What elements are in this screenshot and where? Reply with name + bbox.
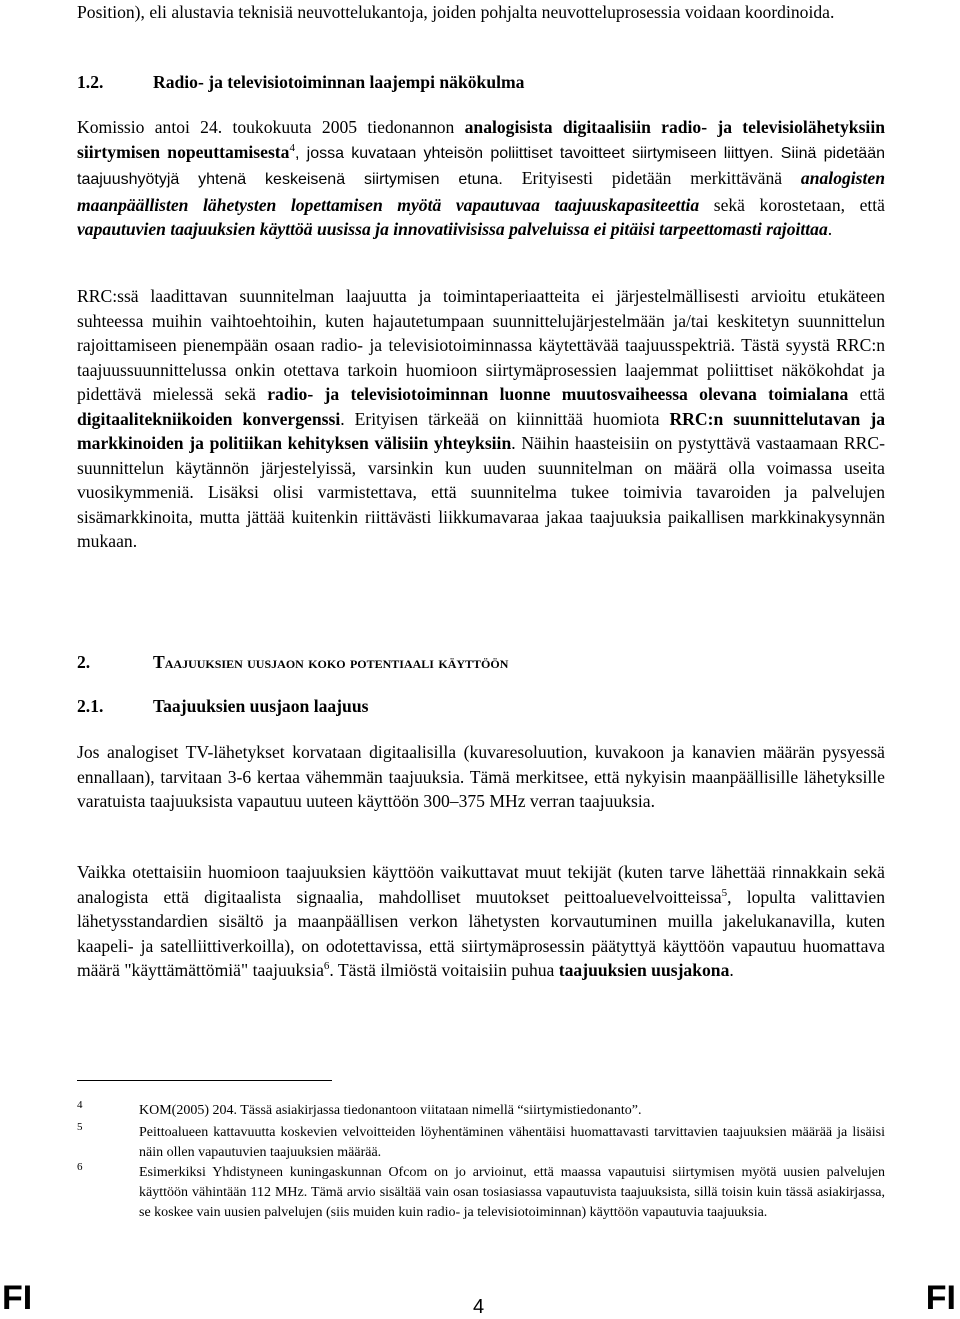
section-number: 2.1. bbox=[77, 696, 104, 716]
section-heading-2-1 bbox=[77, 694, 368, 718]
paragraph-analog-tv bbox=[77, 740, 885, 814]
bold-italic-run: analogisten maanpäällisten lähetysten lopettamisen myötä vapautuvaa taajuuskapasiteettia bbox=[77, 168, 885, 215]
text-run: . Erityisen tärkeää on kiinnittää huomiota bbox=[340, 408, 670, 429]
text-run: että bbox=[848, 384, 885, 404]
paragraph-digital-dividend bbox=[77, 860, 885, 983]
text-run: . Näihin haasteisiin on pystyttävä vastaamaan RRC-suunnittelun käytännön järjestelyissä, varsinkin kun uuden suunnitelman on määrä olla voimassa useita vuosikymmeniä. Lisäksi olisi varmistettava, että suunnitelma tukee toimivia tavaroiden ja palvelujen sisämarkkinoita, mutta jättää kuitenkin riittävästi liikkumavaraa jakaa taajuuksia paikallisen markkinakysynnän mukaan. bbox=[77, 433, 885, 551]
section-number: 2. bbox=[77, 652, 91, 672]
footnote-4 bbox=[77, 1101, 885, 1121]
section-title: Radio- ja televisiotoiminnan laajempi näkökulma bbox=[153, 72, 525, 92]
footer-language-right: FI bbox=[925, 1279, 956, 1317]
bold-run: radio- ja televisiotoiminnan luonne muutosvaiheessa olevana toimialana bbox=[267, 384, 849, 404]
footnote-text: Esimerkiksi Yhdistyneen kuningaskunnan Ofcom on jo arvioinut, että maassa vapautuisi siirtymisen myötä uusien palvelujen käyttöön vähintään 112 MHz. Tämä arvio sisältää vain osan tosiasiassa vapautuvista taajuuksista, sillä toisin kuin tässä asiakirjassa, se koskee vain uusien palvelujen (siis muiden kuin radio- ja televisiotoiminnan) käyttöön vapautuvia taajuuksia. bbox=[139, 1165, 885, 1220]
section-heading-1-2 bbox=[77, 70, 524, 94]
paragraph-commission bbox=[77, 115, 885, 242]
text-run: Jos analogiset TV-lähetykset korvataan digitaalisilla (kuvaresoluution, kuvakoon ja kanavien määrän pysyessä ennallaan), tarvitaan 3-6 kertaa vähemmän taajuuksia. Tämä merkitsee, että nykyisin maanpäällisille lähetyksille varatuista taajuuksista vapautuu uuteen käyttöön 300–375 MHz verran taajuuksia. bbox=[77, 742, 885, 811]
bold-run: taajuuksien uusjakona bbox=[558, 960, 730, 980]
text-run: Vaikka otettaisiin huomioon taajuuksien käyttöön vaikuttavat muut tekijät (kuten tarve lähettää rinnakkain sekä analogista että digitaalista signaalia, mahdolliset muutokset peittoaluevelvoitteissa bbox=[77, 862, 885, 907]
paragraph-rrc bbox=[77, 284, 885, 554]
footer-language-left: FI bbox=[2, 1279, 33, 1317]
footnote-ref-4[interactable]: 4 bbox=[289, 141, 295, 154]
bold-run: analogisista digitaalisiin radio- ja televisiolähetyksiin siirtymisen nopeuttamisesta bbox=[77, 117, 885, 162]
text-run: Siinä pidetään taajuushyötyjä yhtenä keskeisenä siirtymisen etuna. bbox=[77, 144, 886, 188]
bold-run: digitaalitekniikoiden konvergenssi bbox=[77, 408, 341, 429]
text-run: RRC:ssä laadittavan suunnitelman laajuutta ja toimintaperiaatteita ei järjestelmällisesti arvioitu etukäteen suhteessa muihin vaihtoehtoihin, kuten hajautetumpaan suunnittelujärjestelmään ja/tai keskitetyn suunnittelun rajoittamiseen pienempään osaan radio- ja televisiotoiminnassa käytettävää taajuusspektriä. Tästä syystä RRC:n taajuussuunnittelussa onkin otettava tarkoin huomioon siirtymäprosessien laajemmat poliittiset näkökohdat ja pidettävä mielessä sekä bbox=[77, 286, 885, 404]
footnote-text: KOM(2005) 204. Tässä asiakirjassa tiedonantoon viitataan nimellä “siirtymistiedonanto”. bbox=[139, 1103, 642, 1118]
section-number: 1.2. bbox=[77, 72, 104, 92]
intro-text: Position), eli alustavia teknisiä neuvottelukantoja, joiden pohjalta neuvotteluprosessia voidaan koordinoida. bbox=[77, 2, 835, 22]
text-run: Komissio antoi 24. toukokuuta 2005 tiedonannon bbox=[77, 117, 465, 137]
footnote-6 bbox=[77, 1163, 885, 1223]
text-run: . bbox=[827, 219, 833, 239]
footnote-5 bbox=[77, 1123, 885, 1163]
footnote-ref-5[interactable]: 5 bbox=[721, 886, 728, 899]
text-run: Erityisesti pidetään merkittävänä bbox=[502, 168, 801, 188]
text-run: sekä korostetaan, että bbox=[699, 194, 885, 215]
footnote-mark: 6 bbox=[77, 1161, 83, 1173]
section-title: Taajuuksien uusjaon laajuus bbox=[153, 696, 369, 716]
section-title: Taajuuksien uusjaon koko potentiaali käyttöön bbox=[153, 652, 509, 672]
section-heading-2 bbox=[77, 650, 508, 674]
text-run: , jossa kuvataan yhteisön poliittiset tavoitteet siirtymiseen liittyen. bbox=[294, 144, 781, 162]
footnote-separator bbox=[77, 1080, 332, 1081]
bold-run: RRC:n suunnittelutavan ja markkinoiden ja politiikan kehityksen välisiin yhteyksiin bbox=[77, 408, 886, 453]
bold-italic-run: vapautuvien taajuuksien käyttöä uusissa ja innovatiivisissa palveluissa ei pitäisi tarpeettomasti rajoittaa bbox=[77, 219, 828, 239]
footnote-mark: 5 bbox=[77, 1121, 83, 1133]
footnote-text: Peittoalueen kattavuutta koskevien velvoitteiden löyhentäminen vähentäisi huomattavasti tarvittavien taajuuksien määrää ja lisäisi näin ollen vapautuvien taajuuksien määrää. bbox=[139, 1125, 885, 1160]
footnote-ref-6[interactable]: 6 bbox=[323, 960, 330, 973]
text-run: . bbox=[729, 960, 734, 980]
footnote-mark: 4 bbox=[77, 1099, 83, 1111]
text-run: , lopulta valittavien lähetysstandardien sisältö ja maanpäällisen verkon lähetysten korvautuminen muilla jakelukanavilla, kuten kaapeli- ja satelliittiverkoilla), on odotettavissa, että siirtymäprosessin päätyttyä käyttöön vapautuu huomattava määrä "käyttämättömiä" taajuuksia bbox=[77, 886, 885, 980]
page-number: 4 bbox=[473, 1296, 485, 1318]
intro-paragraph bbox=[77, 0, 885, 25]
text-run: . Tästä ilmiöstä voitaisiin puhua bbox=[329, 960, 559, 980]
